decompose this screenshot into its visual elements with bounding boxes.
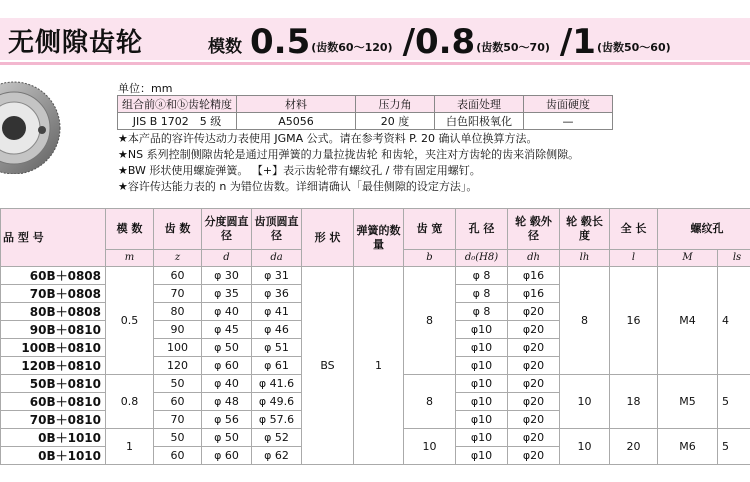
hub-od-cell: φ20 xyxy=(508,447,560,465)
screw-cell: M5 xyxy=(658,375,718,429)
col-header-width: 齿 宽 xyxy=(404,209,456,250)
part-number: 60B＋0808 xyxy=(1,267,106,285)
pitch-dia-cell: φ 40 xyxy=(202,303,252,321)
col-header-tip-dia: 齿顶圆直 径 xyxy=(252,209,302,250)
bore-cell: φ10 xyxy=(456,339,508,357)
hub-od-cell: φ20 xyxy=(508,357,560,375)
symbol-z: z xyxy=(154,250,202,267)
pitch-dia-cell: φ 50 xyxy=(202,339,252,357)
col-header-total-len: 全 长 xyxy=(610,209,658,250)
attr-cell: JIS B 1702 5 级 xyxy=(118,113,237,130)
attr-header: 表面处理 xyxy=(435,96,524,113)
screw-len-cell: 5 xyxy=(718,375,750,429)
col-header-pitch-dia: 分度圆直 径 xyxy=(202,209,252,250)
screw-len-cell: 5 xyxy=(718,429,750,465)
bore-cell: φ10 xyxy=(456,375,508,393)
pitch-dia-cell: φ 45 xyxy=(202,321,252,339)
part-number: 0B＋1010 xyxy=(1,447,106,465)
part-number: 120B＋0810 xyxy=(1,357,106,375)
symbol-l: l xyxy=(610,250,658,267)
width-cell: 10 xyxy=(404,429,456,465)
teeth-cell: 60 xyxy=(154,393,202,411)
col-header-bore: 孔 径 xyxy=(456,209,508,250)
attr-cell: — xyxy=(524,113,613,130)
bore-cell: φ10 xyxy=(456,393,508,411)
part-number: 90B＋0810 xyxy=(1,321,106,339)
unit-label: 单位：mm xyxy=(118,82,173,95)
hub-od-cell: φ20 xyxy=(508,303,560,321)
bore-cell: φ10 xyxy=(456,357,508,375)
col-header-part: 品 型 号 xyxy=(1,209,106,267)
screw-cell: M6 xyxy=(658,429,718,465)
hub-od-cell: φ20 xyxy=(508,429,560,447)
symbol-d: d xyxy=(202,250,252,267)
bore-cell: φ 8 xyxy=(456,285,508,303)
part-number: 50B＋0810 xyxy=(1,375,106,393)
attr-cell: 白色阳极氧化 xyxy=(435,113,524,130)
hub-od-cell: φ20 xyxy=(508,321,560,339)
module-spec xyxy=(208,18,681,62)
tip-dia-cell: φ 36 xyxy=(252,285,302,303)
header-separator xyxy=(0,62,750,65)
pitch-dia-cell: φ 50 xyxy=(202,429,252,447)
note: ★BW 形状使用螺旋弹簧。 【+】表示齿轮带有螺纹孔 / 带有固定用螺钉。 xyxy=(118,164,481,177)
springs-cell: 1 xyxy=(354,267,404,465)
spec-table xyxy=(0,208,750,465)
bore-cell: φ 8 xyxy=(456,267,508,285)
module-cell: 0.5 xyxy=(106,267,154,375)
tip-dia-cell: φ 51 xyxy=(252,339,302,357)
width-cell: 8 xyxy=(404,375,456,429)
hub-od-cell: φ16 xyxy=(508,285,560,303)
symbol-ls: ls xyxy=(718,250,750,267)
hub-od-cell: φ20 xyxy=(508,411,560,429)
hub-od-cell: φ20 xyxy=(508,339,560,357)
part-number: 0B＋1010 xyxy=(1,429,106,447)
teeth-cell: 60 xyxy=(154,267,202,285)
col-header-screw: 螺纹孔 xyxy=(658,209,750,250)
module-cell: 1 xyxy=(106,429,154,465)
page-header xyxy=(0,0,750,68)
tip-dia-cell: φ 52 xyxy=(252,429,302,447)
symbol-dh: dh xyxy=(508,250,560,267)
module-value-1: 0.5 xyxy=(250,22,311,62)
hub-od-cell: φ20 xyxy=(508,393,560,411)
module-label: 模数 xyxy=(208,37,242,57)
shape-cell: BS xyxy=(302,267,354,465)
teeth-cell: 100 xyxy=(154,339,202,357)
teeth-cell: 120 xyxy=(154,357,202,375)
attr-cell: A5056 xyxy=(237,113,356,130)
tip-dia-cell: φ 61 xyxy=(252,357,302,375)
module-value-3: /1 xyxy=(559,22,596,62)
total-len-cell: 18 xyxy=(610,375,658,429)
teeth-cell: 70 xyxy=(154,411,202,429)
part-number: 70B＋0810 xyxy=(1,411,106,429)
tip-dia-cell: φ 41 xyxy=(252,303,302,321)
attr-header: 齿面硬度 xyxy=(524,96,613,113)
screw-cell: M4 xyxy=(658,267,718,375)
pitch-dia-cell: φ 60 xyxy=(202,357,252,375)
tip-dia-cell: φ 31 xyxy=(252,267,302,285)
part-number: 70B＋0808 xyxy=(1,285,106,303)
total-len-cell: 16 xyxy=(610,267,658,375)
symbol-M: M xyxy=(658,250,718,267)
col-header-hub-len: 轮 毂长 度 xyxy=(560,209,610,250)
pitch-dia-cell: φ 35 xyxy=(202,285,252,303)
bore-cell: φ10 xyxy=(456,429,508,447)
teeth-cell: 70 xyxy=(154,285,202,303)
symbol-lh: lh xyxy=(560,250,610,267)
page-title: 无侧隙齿轮 xyxy=(8,28,144,58)
bore-cell: φ10 xyxy=(456,447,508,465)
tip-dia-cell: φ 46 xyxy=(252,321,302,339)
width-cell: 8 xyxy=(404,267,456,375)
tip-dia-cell: φ 41.6 xyxy=(252,375,302,393)
pitch-dia-cell: φ 56 xyxy=(202,411,252,429)
hub-len-cell: 10 xyxy=(560,429,610,465)
col-header-module: 模 数 xyxy=(106,209,154,250)
bore-cell: φ 8 xyxy=(456,303,508,321)
part-number: 60B＋0810 xyxy=(1,393,106,411)
col-header-teeth: 齿 数 xyxy=(154,209,202,250)
attr-header: 组合前ⓐ和ⓑ齿轮精度 xyxy=(118,96,237,113)
pitch-dia-cell: φ 48 xyxy=(202,393,252,411)
hub-len-cell: 8 xyxy=(560,267,610,375)
col-header-shape: 形 状 xyxy=(302,209,354,267)
attr-cell: 20 度 xyxy=(356,113,435,130)
total-len-cell: 20 xyxy=(610,429,658,465)
module-cell: 0.8 xyxy=(106,375,154,429)
teeth-cell: 80 xyxy=(154,303,202,321)
attribute-table xyxy=(117,95,613,130)
attr-header: 材料 xyxy=(237,96,356,113)
symbol-da: da xyxy=(252,250,302,267)
pitch-dia-cell: φ 60 xyxy=(202,447,252,465)
symbol-b: b xyxy=(404,250,456,267)
part-number: 80B＋0808 xyxy=(1,303,106,321)
note: ★容许传达能力表的 n 为错位齿数。详细请确认「最佳侧隙的设定方法」。 xyxy=(118,180,478,193)
notes xyxy=(118,131,579,195)
symbol-bore: d₀(H8) xyxy=(456,250,508,267)
tip-dia-cell: φ 62 xyxy=(252,447,302,465)
hub-len-cell: 10 xyxy=(560,375,610,429)
bore-cell: φ10 xyxy=(456,411,508,429)
pitch-dia-cell: φ 40 xyxy=(202,375,252,393)
tip-dia-cell: φ 57.6 xyxy=(252,411,302,429)
teeth-cell: 90 xyxy=(154,321,202,339)
col-header-springs: 弹簧的数 量 xyxy=(354,209,404,267)
gear-photo xyxy=(0,78,66,174)
col-header-hub-od: 轮 毂外 径 xyxy=(508,209,560,250)
teeth-cell: 60 xyxy=(154,447,202,465)
teeth-cell: 50 xyxy=(154,375,202,393)
pitch-dia-cell: φ 30 xyxy=(202,267,252,285)
part-number: 100B＋0810 xyxy=(1,339,106,357)
screw-len-cell: 4 xyxy=(718,267,750,375)
symbol-m: m xyxy=(106,250,154,267)
tip-dia-cell: φ 49.6 xyxy=(252,393,302,411)
bore-cell: φ10 xyxy=(456,321,508,339)
hub-od-cell: φ16 xyxy=(508,267,560,285)
teeth-range-2: (齿数50～70) xyxy=(476,41,550,54)
teeth-range-1: (齿数60～120) xyxy=(311,41,393,54)
teeth-range-3: (齿数50～60) xyxy=(596,41,671,54)
attr-header: 压力角 xyxy=(356,96,435,113)
note: ★NS 系列控制侧隙齿轮是通过用弹簧的力量拉拢齿轮 和齿轮，夹注对方齿轮的齿来消除侧隙。 xyxy=(118,148,580,161)
teeth-cell: 50 xyxy=(154,429,202,447)
module-value-2: /0.8 xyxy=(402,22,476,62)
note: ★本产品的容许传达动力表使用 JGMA 公式。请在参考资料 P. 20 确认单位换算方法。 xyxy=(118,132,538,145)
hub-od-cell: φ20 xyxy=(508,375,560,393)
